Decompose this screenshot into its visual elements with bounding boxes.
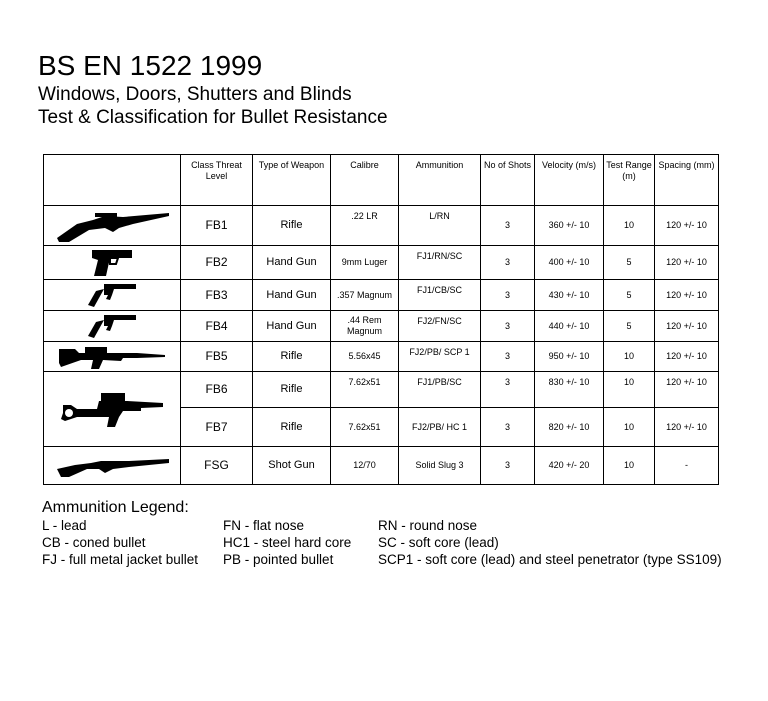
spacing: 120 +/- 10 bbox=[655, 311, 719, 342]
ammunition: L/RN bbox=[399, 206, 481, 246]
class-threat-level: FB2 bbox=[181, 246, 253, 280]
header-calibre: Calibre bbox=[331, 155, 399, 206]
weapon-image-cell bbox=[44, 246, 181, 280]
test-range: 10 bbox=[604, 206, 655, 246]
rifle-icon bbox=[53, 208, 171, 244]
weapon-type: Rifle bbox=[253, 206, 331, 246]
ammunition: FJ2/PB/ HC 1 bbox=[399, 408, 481, 447]
page-subtitle: Windows, Doors, Shutters and Blinds bbox=[38, 84, 352, 105]
ammunition: FJ1/CB/SC bbox=[399, 280, 481, 311]
weapon-type: Shot Gun bbox=[253, 447, 331, 485]
page-subtitle-secondary: Test & Classification for Bullet Resistance bbox=[38, 107, 388, 128]
revolver-icon bbox=[86, 281, 138, 309]
spacing: - bbox=[655, 447, 719, 485]
velocity: 360 +/- 10 bbox=[535, 206, 604, 246]
no-of-shots: 3 bbox=[481, 206, 535, 246]
legend-item: L - lead bbox=[42, 518, 87, 533]
weapon-type: Hand Gun bbox=[253, 280, 331, 311]
weapon-type: Hand Gun bbox=[253, 246, 331, 280]
velocity: 400 +/- 10 bbox=[535, 246, 604, 280]
class-threat-level: FSG bbox=[181, 447, 253, 485]
ammunition: Solid Slug 3 bbox=[399, 447, 481, 485]
class-threat-level: FB7 bbox=[181, 408, 253, 447]
revolver-icon bbox=[86, 312, 138, 340]
test-range: 5 bbox=[604, 280, 655, 311]
spacing: 120 +/- 10 bbox=[655, 342, 719, 372]
table-header-row bbox=[44, 155, 719, 206]
table-row bbox=[44, 447, 719, 485]
weapon-image-cell bbox=[44, 372, 181, 447]
calibre: 12/70 bbox=[331, 447, 399, 485]
header-velocity: Velocity (m/s) bbox=[535, 155, 604, 206]
table-row bbox=[44, 246, 719, 280]
header-type-of-weapon: Type of Weapon bbox=[253, 155, 331, 206]
test-range: 10 bbox=[604, 447, 655, 485]
spacing: 120 +/- 10 bbox=[655, 372, 719, 408]
header-no-of-shots: No of Shots bbox=[481, 155, 535, 206]
table-row bbox=[44, 280, 719, 311]
test-range: 10 bbox=[604, 408, 655, 447]
legend-item: PB - pointed bullet bbox=[223, 552, 334, 567]
class-threat-level: FB5 bbox=[181, 342, 253, 372]
battle-rifle-icon bbox=[57, 387, 167, 431]
velocity: 440 +/- 10 bbox=[535, 311, 604, 342]
velocity: 950 +/- 10 bbox=[535, 342, 604, 372]
legend-item: SC - soft core (lead) bbox=[378, 535, 499, 550]
weapon-image-cell bbox=[44, 447, 181, 485]
header-ammunition: Ammunition bbox=[399, 155, 481, 206]
table-row bbox=[44, 311, 719, 342]
weapon-image-cell bbox=[44, 280, 181, 311]
assault-rifle-icon bbox=[57, 343, 167, 371]
weapon-image-cell bbox=[44, 206, 181, 246]
table-row bbox=[44, 372, 719, 408]
table-row bbox=[44, 206, 719, 246]
ammunition: FJ1/RN/SC bbox=[399, 246, 481, 280]
test-range: 5 bbox=[604, 311, 655, 342]
no-of-shots: 3 bbox=[481, 246, 535, 280]
class-threat-level: FB3 bbox=[181, 280, 253, 311]
legend-item: RN - round nose bbox=[378, 518, 478, 533]
header-spacing: Spacing (mm) bbox=[655, 155, 719, 206]
legend-item: CB - coned bullet bbox=[42, 535, 146, 550]
no-of-shots: 3 bbox=[481, 447, 535, 485]
ammunition: FJ2/PB/ SCP 1 bbox=[399, 342, 481, 372]
calibre: .44 Rem Magnum bbox=[331, 311, 399, 342]
calibre: 9mm Luger bbox=[331, 246, 399, 280]
table-row bbox=[44, 342, 719, 372]
calibre: .357 Magnum bbox=[331, 280, 399, 311]
legend-title: Ammunition Legend: bbox=[42, 499, 189, 516]
test-range: 10 bbox=[604, 372, 655, 408]
weapon-type: Rifle bbox=[253, 408, 331, 447]
velocity: 420 +/- 20 bbox=[535, 447, 604, 485]
spacing: 120 +/- 10 bbox=[655, 280, 719, 311]
spacing: 120 +/- 10 bbox=[655, 206, 719, 246]
no-of-shots: 3 bbox=[481, 372, 535, 408]
legend-item: FN - flat nose bbox=[223, 518, 305, 533]
weapon-image-cell bbox=[44, 342, 181, 372]
calibre: .22 LR bbox=[331, 206, 399, 246]
weapon-type: Hand Gun bbox=[253, 311, 331, 342]
class-threat-level: FB4 bbox=[181, 311, 253, 342]
header-weapon-image bbox=[44, 155, 181, 206]
calibre: 5.56x45 bbox=[331, 342, 399, 372]
pistol-icon bbox=[88, 248, 136, 278]
legend-item: FJ - full metal jacket bullet bbox=[42, 552, 199, 567]
shotgun-icon bbox=[53, 453, 171, 479]
classification-table bbox=[43, 154, 719, 485]
test-range: 10 bbox=[604, 342, 655, 372]
legend-item: SCP1 - soft core (lead) and steel penetrator (type SS109) bbox=[378, 552, 722, 567]
legend-item: HC1 - steel hard core bbox=[223, 535, 352, 550]
no-of-shots: 3 bbox=[481, 342, 535, 372]
page-title: BS EN 1522 1999 bbox=[38, 50, 263, 81]
velocity: 820 +/- 10 bbox=[535, 408, 604, 447]
calibre: 7.62x51 bbox=[331, 372, 399, 408]
class-threat-level: FB6 bbox=[181, 372, 253, 408]
weapon-type: Rifle bbox=[253, 342, 331, 372]
class-threat-level: FB1 bbox=[181, 206, 253, 246]
ammunition: FJ2/FN/SC bbox=[399, 311, 481, 342]
header-class-threat-level: Class Threat Level bbox=[181, 155, 253, 206]
spacing: 120 +/- 10 bbox=[655, 246, 719, 280]
spacing: 120 +/- 10 bbox=[655, 408, 719, 447]
header-test-range: Test Range (m) bbox=[604, 155, 655, 206]
weapon-image-cell bbox=[44, 311, 181, 342]
test-range: 5 bbox=[604, 246, 655, 280]
weapon-type: Rifle bbox=[253, 372, 331, 408]
no-of-shots: 3 bbox=[481, 280, 535, 311]
ammunition: FJ1/PB/SC bbox=[399, 372, 481, 408]
velocity: 430 +/- 10 bbox=[535, 280, 604, 311]
velocity: 830 +/- 10 bbox=[535, 372, 604, 408]
no-of-shots: 3 bbox=[481, 311, 535, 342]
no-of-shots: 3 bbox=[481, 408, 535, 447]
calibre: 7.62x51 bbox=[331, 408, 399, 447]
